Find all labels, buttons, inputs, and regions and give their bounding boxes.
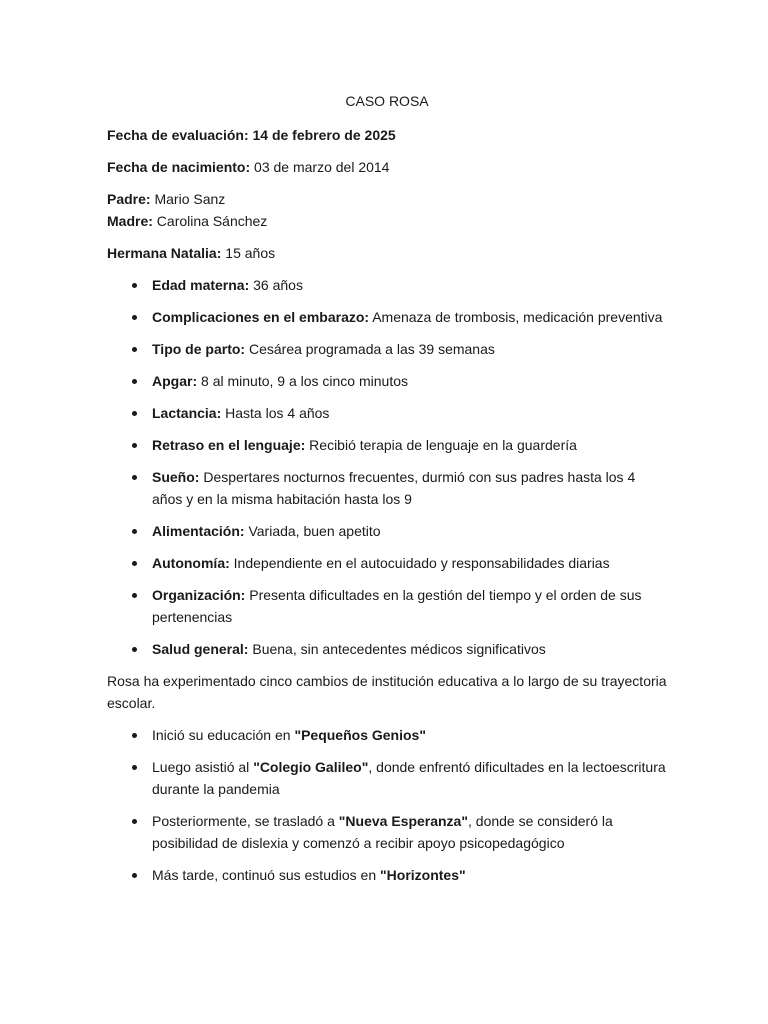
item-pre: Inició su educación en bbox=[152, 727, 295, 743]
item-label: Alimentación: bbox=[152, 523, 245, 539]
item-value: 36 años bbox=[249, 277, 303, 293]
fecha-evaluacion-text: Fecha de evaluación: 14 de febrero de 2025 bbox=[107, 127, 396, 143]
list-item bbox=[152, 306, 667, 328]
fecha-nacimiento-value: 03 de marzo del 2014 bbox=[250, 159, 390, 175]
item-label: Apgar: bbox=[152, 373, 198, 389]
school-name: "Colegio Galileo" bbox=[253, 759, 369, 775]
item-value: 8 al minuto, 9 a los cinco minutos bbox=[197, 373, 409, 389]
padre bbox=[107, 188, 667, 210]
item-pre: Más tarde, continuó sus estudios en bbox=[152, 867, 381, 883]
list-item bbox=[152, 370, 667, 392]
item-pre: Luego asistió al bbox=[152, 759, 254, 775]
list-item bbox=[152, 864, 667, 886]
item-label: Autonomía: bbox=[152, 555, 230, 571]
escuelas-list bbox=[107, 724, 667, 886]
hermana bbox=[107, 242, 667, 264]
item-value: Independiente en el autocuidado y responsabilidades diarias bbox=[229, 555, 610, 571]
item-label: Edad materna: bbox=[152, 277, 250, 293]
list-item bbox=[152, 552, 667, 574]
list-item bbox=[152, 466, 667, 510]
fecha-nacimiento-label: Fecha de nacimiento: bbox=[107, 159, 251, 175]
school-name: "Nueva Esperanza" bbox=[338, 813, 468, 829]
historia-list bbox=[107, 274, 667, 660]
item-value: Amenaza de trombosis, medicación preventiva bbox=[369, 309, 663, 325]
item-value: Cesárea programada a las 39 semanas bbox=[245, 341, 495, 357]
item-value: Presenta dificultades en la gestión del tiempo y el orden de sus pertenencias bbox=[152, 587, 642, 625]
list-item bbox=[152, 638, 667, 660]
list-item bbox=[152, 520, 667, 542]
fecha-evaluacion bbox=[107, 124, 667, 146]
school-name: "Pequeños Genios" bbox=[294, 727, 426, 743]
item-value: Variada, buen apetito bbox=[244, 523, 381, 539]
list-item bbox=[152, 724, 667, 746]
list-item bbox=[152, 402, 667, 424]
madre bbox=[107, 210, 667, 232]
padre-value: Mario Sanz bbox=[150, 191, 226, 207]
hermana-value: 15 años bbox=[221, 245, 276, 261]
list-item bbox=[152, 584, 667, 628]
item-value: Buena, sin antecedentes médicos significativos bbox=[248, 641, 546, 657]
document-page bbox=[107, 90, 667, 896]
item-value: Recibió terapia de lenguaje en la guardería bbox=[305, 437, 577, 453]
list-item bbox=[152, 274, 667, 296]
item-value: Despertares nocturnos frecuentes, durmió con sus padres hasta los 4 años y en la misma habitación hasta los 9 bbox=[152, 469, 636, 507]
item-pre: Posteriormente, se trasladó a bbox=[152, 813, 339, 829]
item-post: , donde se consideró la posibilidad de dislexia y comenzó a recibir apoyo psicopedagógico bbox=[152, 813, 613, 851]
item-label: Sueño: bbox=[152, 469, 200, 485]
hermana-label: Hermana Natalia: bbox=[107, 245, 222, 261]
list-item bbox=[152, 810, 667, 854]
item-post: , donde enfrentó dificultades en la lectoescritura durante la pandemia bbox=[152, 759, 666, 797]
item-label: Lactancia: bbox=[152, 405, 222, 421]
item-label: Complicaciones en el embarazo: bbox=[152, 309, 370, 325]
padre-label: Padre: bbox=[107, 191, 151, 207]
list-item bbox=[152, 434, 667, 456]
list-item bbox=[152, 338, 667, 360]
item-label: Organización: bbox=[152, 587, 246, 603]
trayectoria-intro: Rosa ha experimentado cinco cambios de institución educativa a lo largo de su trayectoria escolar. bbox=[107, 673, 667, 711]
madre-value: Carolina Sánchez bbox=[152, 213, 268, 229]
list-item bbox=[152, 756, 667, 800]
document-title: CASO ROSA bbox=[345, 93, 429, 109]
item-label: Retraso en el lenguaje: bbox=[152, 437, 306, 453]
madre-label: Madre: bbox=[107, 213, 153, 229]
item-value: Hasta los 4 años bbox=[221, 405, 330, 421]
fecha-nacimiento bbox=[107, 156, 667, 178]
school-name: "Horizontes" bbox=[380, 867, 466, 883]
item-label: Tipo de parto: bbox=[152, 341, 246, 357]
item-label: Salud general: bbox=[152, 641, 249, 657]
